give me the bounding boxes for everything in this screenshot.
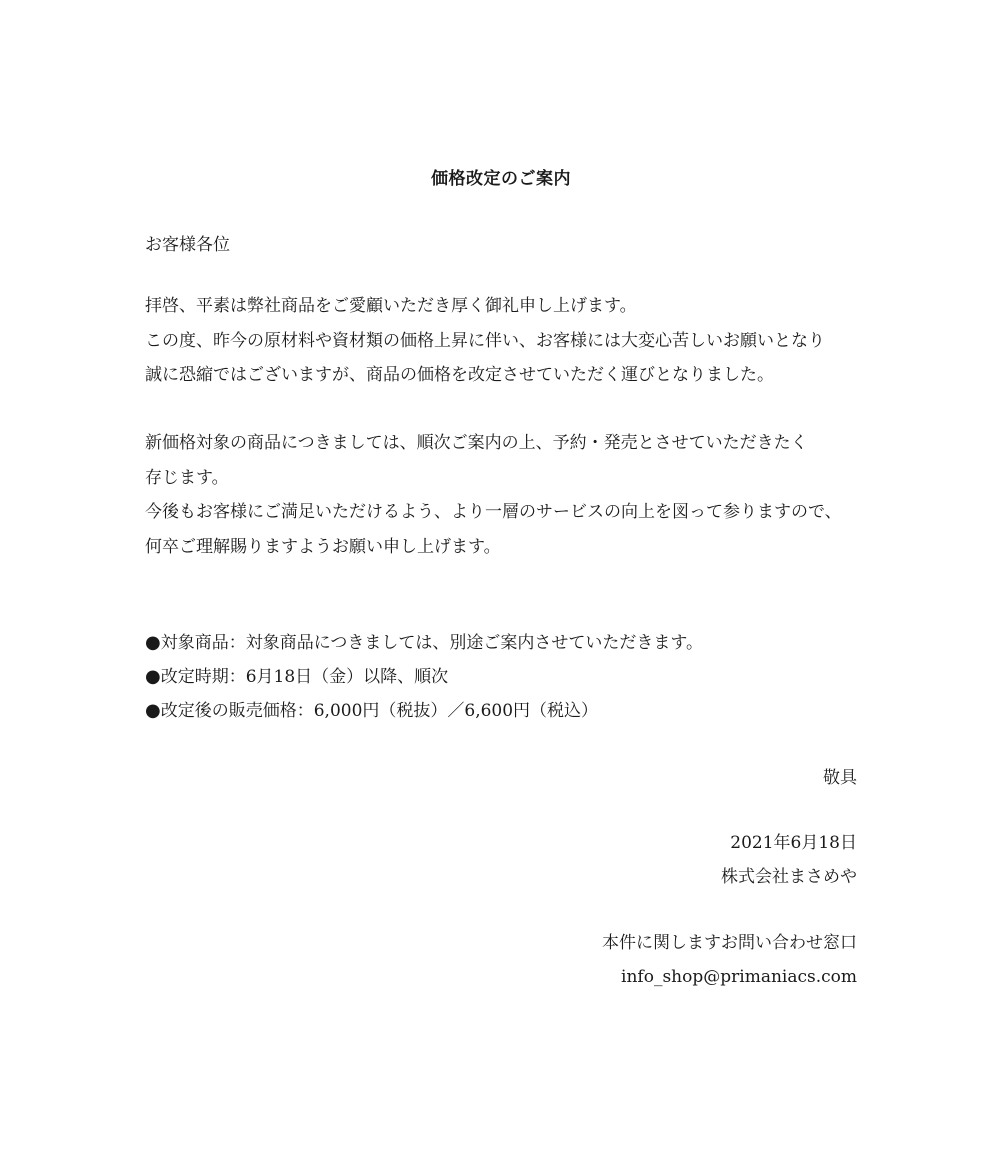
detail-text: 改定時期：6月18日（金）以降、順次 [160,667,449,687]
signature-block [145,826,857,894]
paragraph-line: 拝啓、平素は弊社商品をご愛顧いただき厚く御礼申し上げます。 [145,296,637,316]
bullet-icon: ● [145,666,161,687]
contact-label: 本件に関しますお問い合わせ窓口 [602,933,857,953]
paragraph-line: 存じます。 [145,467,229,488]
paragraph-line: この度、昨今の原材料や資材類の価格上昇に伴い、お客様には大変心苦しいお願いとなり [145,330,825,351]
bullet-icon: ● [145,632,161,653]
detail-text: 対象商品：対象商品につきましては、別途ご案内させていただきます。 [160,633,704,653]
greeting-paragraph [145,289,857,393]
paragraph-line: 誠に恐縮ではございますが、商品の価格を改定させていただく運びとなりました。 [145,365,774,385]
detail-text: 改定後の販売価格：6,000円（税抜）／6,600円（税込） [160,701,599,721]
document-title: 価格改定のご案内 [431,169,571,189]
closing-phrase [145,761,857,795]
closing-text: 敬具 [823,768,857,788]
contact-email: info_shop@primaniacs.com [621,967,857,987]
contact-block [145,926,857,994]
paragraph-line: 今後もお客様にご満足いただけるよう、より一層のサービスの向上を図って参りますので、 [145,502,842,522]
notice-paragraph [145,426,857,564]
detail-revision-date [145,660,857,694]
salutation: お客様各位 [145,235,230,255]
document-date: 2021年6月18日 [730,833,857,853]
revision-details-list [145,626,857,728]
bullet-icon: ● [145,700,161,721]
paragraph-line: 何卒ご理解賜りますようお願い申し上げます。 [145,536,501,557]
paragraph-line: 新価格対象の商品につきましては、順次ご案内の上、予約・発売とさせていただきたく [145,433,808,453]
detail-target-products [145,626,857,660]
detail-new-price [145,694,857,728]
company-name: 株式会社まさめや [721,867,857,887]
